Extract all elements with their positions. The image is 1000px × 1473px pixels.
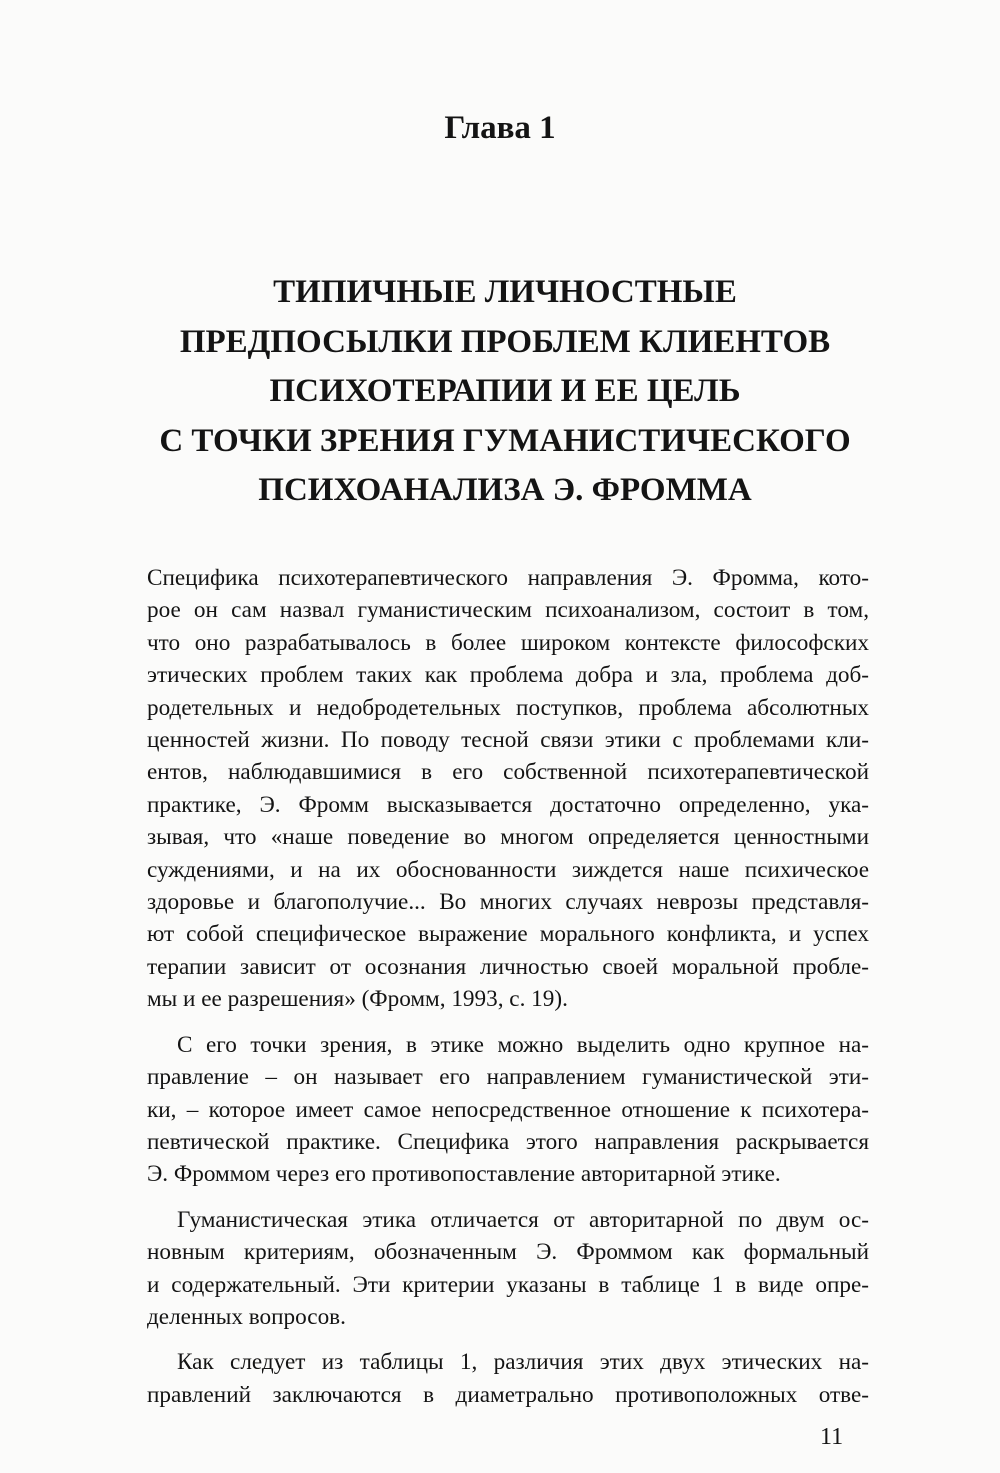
chapter-heading: Глава 1	[444, 110, 556, 146]
text-line: С его точки зрения, в этике можно выделить одно крупное на-	[177, 1031, 869, 1058]
text-line: суждениями, и на их обоснованности зиждется наше психическое	[147, 856, 869, 883]
page-number: 11	[820, 1424, 844, 1450]
chapter-title	[100, 268, 910, 516]
text-line: здоровье и благополучие... Во многих случаях неврозы представля-	[147, 889, 869, 916]
text-line: практике, Э. Фромм высказывается достаточно определенно, ука-	[147, 791, 869, 818]
paragraph-2	[147, 1029, 869, 1191]
text-line: рое он сам назвал гуманистическим психоанализом, состоит в том,	[147, 597, 869, 624]
text-line: ют собой специфическое выражение морального конфликта, и успех	[147, 921, 869, 948]
paragraph-1	[147, 562, 869, 1016]
title-line: ПРЕДПОСЫЛКИ ПРОБЛЕМ КЛИЕНТОВ	[179, 323, 831, 360]
body-text	[147, 562, 869, 1411]
text-line: Как следует из таблицы 1, различия этих двух этических на-	[177, 1349, 869, 1376]
paragraph-4	[147, 1346, 869, 1411]
text-line: терапии зависит от осознания личностью своей моральной пробле-	[147, 953, 869, 980]
text-line: Гуманистическая этика отличается от авторитарной по двум ос-	[177, 1206, 869, 1233]
title-line: ПСИХОТЕРАПИИ И ЕЕ ЦЕЛЬ	[269, 373, 741, 409]
text-line: Специфика психотерапевтического направления Э. Фромма, кото-	[147, 565, 869, 591]
text-line: правлений заключаются в диаметрально противоположных отве-	[147, 1381, 869, 1408]
text-line: ентов, наблюдавшимися в его собственной психотерапевтической	[147, 759, 869, 786]
text-line: мы и ее разрешения» (Фромм, 1993, с. 19).	[147, 986, 568, 1013]
title-line: С ТОЧКИ ЗРЕНИЯ ГУМАНИСТИЧЕСКОГО	[159, 422, 851, 459]
text-line: ценностей жизни. По поводу тесной связи этики с проблемами кли-	[147, 727, 869, 754]
text-line: родетельных и недобродетельных поступков, проблема абсолютных	[147, 694, 869, 721]
text-line: новным критериям, обозначенным Э. Фроммом как формальный	[147, 1239, 869, 1266]
title-line: ТИПИЧНЫЕ ЛИЧНОСТНЫЕ	[273, 274, 737, 310]
text-line: зывая, что «наше поведение во многом определяется ценностными	[147, 824, 869, 851]
text-line: что оно разрабатывалось в более широком контексте философских	[147, 629, 869, 656]
text-line: ки, – которое имеет самое непосредственное отношение к психотера-	[147, 1096, 869, 1123]
text-line: и содержательный. Эти критерии указаны в таблице 1 в виде опре-	[147, 1271, 869, 1298]
text-line: Э. Фроммом через его противопоставление авторитарной этике.	[147, 1161, 781, 1188]
text-line: деленных вопросов.	[147, 1303, 346, 1330]
text-line: певтической практике. Специфика этого направления раскрывается	[147, 1128, 869, 1155]
text-line: правление – он называет его направлением гуманистической эти-	[147, 1064, 869, 1091]
text-line: этических проблем таких как проблема добра и зла, проблема доб-	[147, 662, 869, 689]
paragraph-3	[147, 1204, 869, 1334]
title-line: ПСИХОАНАЛИЗА Э. ФРОММА	[258, 472, 752, 508]
